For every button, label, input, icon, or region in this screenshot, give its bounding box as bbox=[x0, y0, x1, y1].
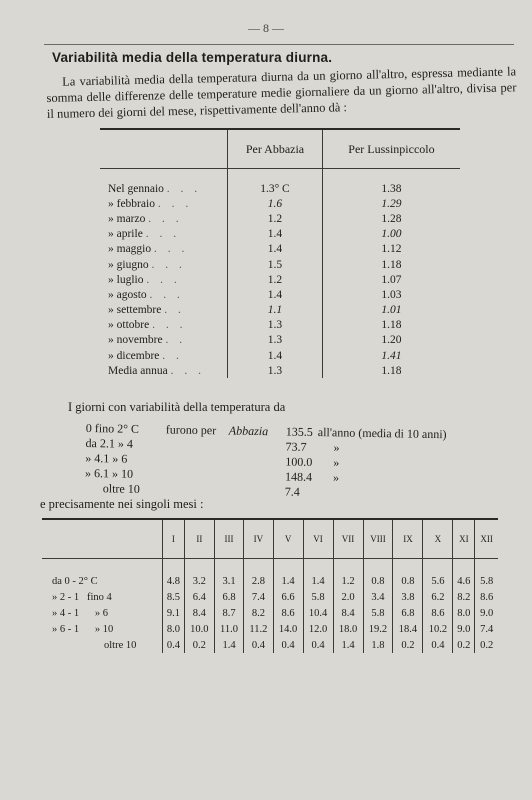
value-cell: 5.8 bbox=[363, 605, 393, 621]
month-cell bbox=[100, 257, 228, 272]
range-label: 0 fino 2° C bbox=[85, 421, 140, 436]
value-cell: 10.4 bbox=[303, 605, 333, 621]
leader-dots: . . . bbox=[151, 258, 186, 271]
table-row bbox=[100, 227, 460, 242]
intro-paragraph bbox=[46, 63, 517, 122]
header-blank bbox=[100, 129, 228, 169]
abbazia-value: 1.2 bbox=[228, 211, 323, 226]
abbazia-value: 1.4 bbox=[228, 242, 323, 257]
lussinpiccolo-value: 1.03 bbox=[322, 287, 460, 302]
intro-text: La variabilità media della temperatura diurna da un giorno all'altro, espressa mediante la somma delle differenze delle temperature medie giornaliere da un giorno all'altro, divisa per il numero dei giorni del mese, rispettivamente dell'anno dà : bbox=[46, 64, 517, 121]
value-cell: 5.6 bbox=[423, 573, 453, 589]
header-month: IX bbox=[393, 519, 423, 559]
value-cell: 8.0 bbox=[163, 621, 185, 637]
value-cell: 18.0 bbox=[333, 621, 363, 637]
value-cell: 9.0 bbox=[453, 621, 475, 637]
value-cell: 0.2 bbox=[453, 637, 475, 653]
verb-text: furono per bbox=[165, 422, 217, 438]
month-cell bbox=[100, 181, 228, 196]
value-cell: 3.8 bbox=[393, 589, 423, 605]
value-cell: 8.6 bbox=[423, 605, 453, 621]
range-label: » 4.1 » 6 bbox=[85, 450, 128, 466]
monthly-variability-table bbox=[100, 128, 460, 378]
value-cell: 2.8 bbox=[244, 573, 273, 589]
value-cell: 5.8 bbox=[303, 589, 333, 605]
abbazia-value: 1.3 bbox=[228, 363, 323, 378]
value-cell: 8.7 bbox=[214, 605, 243, 621]
value-cell: 8.4 bbox=[184, 605, 214, 621]
table-header-row bbox=[42, 519, 498, 559]
value-cell: 6.4 bbox=[184, 589, 214, 605]
month-label: » settembre bbox=[108, 304, 162, 317]
month-label: » dicembre bbox=[108, 349, 160, 362]
value-cell: 14.0 bbox=[273, 621, 303, 637]
lussinpiccolo-value: 1.01 bbox=[322, 303, 460, 318]
value-cell: 1.4 bbox=[273, 573, 303, 589]
lussinpiccolo-value: 1.29 bbox=[322, 196, 460, 211]
month-label: » agosto bbox=[108, 288, 147, 301]
value-cell: 3.4 bbox=[363, 589, 393, 605]
value-cell: 10.0 bbox=[184, 621, 214, 637]
lussinpiccolo-value: 1.18 bbox=[322, 257, 460, 272]
value-cell: 19.2 bbox=[363, 621, 393, 637]
lussinpiccolo-value: 1.28 bbox=[322, 211, 460, 226]
table-row bbox=[100, 211, 460, 226]
table-row bbox=[42, 605, 498, 621]
value-cell: 0.4 bbox=[423, 637, 453, 653]
value-cell: 11.0 bbox=[214, 621, 243, 637]
leader-dots: . . . bbox=[145, 228, 181, 241]
value-cell: 1.8 bbox=[363, 637, 393, 653]
month-label: » luglio bbox=[108, 273, 144, 286]
month-label: » novembre bbox=[108, 334, 163, 347]
header-month: II bbox=[184, 519, 214, 559]
table-row bbox=[100, 257, 460, 272]
header-month: X bbox=[423, 519, 453, 559]
leader-dots: . . . bbox=[154, 243, 189, 256]
abbazia-value: 1.2 bbox=[228, 272, 323, 287]
range-label: da 0 - 2° C bbox=[52, 575, 98, 587]
value-cell: 8.4 bbox=[333, 605, 363, 621]
value-cell: 11.2 bbox=[244, 621, 273, 637]
value-cell: 3.1 bbox=[214, 573, 243, 589]
leader-dots: . . . bbox=[170, 364, 205, 377]
value-cell: 7.4 bbox=[244, 589, 273, 605]
value-cell: 1.2 bbox=[333, 573, 363, 589]
abbazia-value: 1.3 bbox=[228, 318, 323, 333]
lussinpiccolo-value: 1.12 bbox=[322, 242, 460, 257]
month-cell bbox=[100, 333, 228, 348]
table-row bbox=[100, 333, 460, 348]
abbazia-value: 1.4 bbox=[228, 227, 323, 242]
value-cell: 0.8 bbox=[363, 573, 393, 589]
table-row bbox=[42, 621, 498, 637]
days-value: 7.4 bbox=[284, 484, 300, 499]
leader-dots: . . . bbox=[148, 212, 183, 225]
header-month: V bbox=[273, 519, 303, 559]
abbazia-value: 1.1 bbox=[228, 303, 323, 318]
month-label: » febbraio bbox=[108, 197, 155, 210]
month-label: » ottobre bbox=[108, 319, 150, 332]
lussinpiccolo-value: 1.38 bbox=[322, 181, 460, 196]
value-cell: 9.1 bbox=[163, 605, 185, 621]
value-cell: 0.4 bbox=[163, 637, 185, 653]
header-month: IV bbox=[244, 519, 273, 559]
header-month: VI bbox=[303, 519, 333, 559]
value-cell: 4.8 bbox=[163, 573, 185, 589]
month-cell bbox=[100, 196, 228, 211]
table-row bbox=[100, 287, 460, 302]
month-cell bbox=[100, 272, 228, 287]
value-cell: 2.0 bbox=[333, 589, 363, 605]
range-label: » 2 - 1 fino 4 bbox=[52, 591, 112, 603]
month-label: » aprile bbox=[108, 228, 143, 241]
month-cell bbox=[100, 318, 228, 333]
value-cell: 8.6 bbox=[273, 605, 303, 621]
value-cell: 6.8 bbox=[393, 605, 423, 621]
table-row bbox=[100, 272, 460, 287]
place-name: Abbazia bbox=[228, 423, 269, 439]
value-cell: 6.6 bbox=[273, 589, 303, 605]
leader-dots: . . . bbox=[157, 197, 193, 210]
value-cell: 0.2 bbox=[475, 637, 498, 653]
header-lussinpiccolo: Per Lussinpiccolo bbox=[322, 129, 460, 169]
days-suffix: » bbox=[333, 440, 340, 455]
month-cell bbox=[100, 242, 228, 257]
table-row bbox=[100, 196, 460, 211]
range-label: oltre 10 bbox=[104, 639, 137, 651]
header-month: XII bbox=[475, 519, 498, 559]
range-label: » 4 - 1 » 6 bbox=[52, 607, 108, 619]
days-intro: I giorni con variabilità della temperatura da bbox=[68, 400, 286, 414]
table-row bbox=[42, 589, 498, 605]
leader-dots: . . bbox=[164, 304, 185, 317]
value-cell: 0.4 bbox=[273, 637, 303, 653]
value-cell: 12.0 bbox=[303, 621, 333, 637]
lussinpiccolo-value: 1.20 bbox=[322, 333, 460, 348]
value-cell: 6.2 bbox=[423, 589, 453, 605]
value-cell: 8.5 bbox=[163, 589, 185, 605]
header-month: XI bbox=[453, 519, 475, 559]
value-cell: 8.6 bbox=[475, 589, 498, 605]
value-cell: 1.4 bbox=[214, 637, 243, 653]
days-by-month-table bbox=[42, 518, 498, 653]
month-label: » giugno bbox=[108, 258, 149, 271]
days-value: 100.0 bbox=[285, 454, 313, 469]
table-row bbox=[100, 348, 460, 363]
lussinpiccolo-value: 1.41 bbox=[322, 348, 460, 363]
value-cell: 10.2 bbox=[423, 621, 453, 637]
days-list bbox=[84, 421, 447, 499]
header-month: III bbox=[214, 519, 243, 559]
table-header-row bbox=[100, 129, 460, 169]
range-label: » 6.1 » 10 bbox=[84, 465, 134, 481]
value-cell: 0.4 bbox=[303, 637, 333, 653]
month-label: Nel gennaio bbox=[108, 182, 164, 195]
months-intro: e precisamente nei singoli mesi : bbox=[40, 497, 204, 511]
value-cell: 7.4 bbox=[475, 621, 498, 637]
range-label: da 2.1 » 4 bbox=[85, 435, 134, 451]
days-suffix: » bbox=[333, 455, 340, 470]
month-cell bbox=[100, 348, 228, 363]
lussinpiccolo-value: 1.18 bbox=[322, 363, 460, 378]
value-cell: 1.4 bbox=[333, 637, 363, 653]
leader-dots: . . bbox=[165, 334, 187, 347]
month-cell bbox=[100, 303, 228, 318]
value-cell: 8.2 bbox=[453, 589, 475, 605]
header-month: VIII bbox=[363, 519, 393, 559]
value-cell: 4.6 bbox=[453, 573, 475, 589]
month-label: Media annua bbox=[108, 364, 168, 377]
table-row bbox=[100, 303, 460, 318]
range-label: oltre 10 bbox=[102, 481, 140, 496]
days-suffix: all'anno (media di 10 anni) bbox=[317, 425, 447, 442]
table-row bbox=[100, 242, 460, 257]
value-cell: 0.4 bbox=[244, 637, 273, 653]
month-cell bbox=[100, 287, 228, 302]
value-cell: 9.0 bbox=[475, 605, 498, 621]
table-row bbox=[42, 573, 498, 589]
top-rule bbox=[44, 44, 514, 45]
value-cell: 8.2 bbox=[244, 605, 273, 621]
leader-dots: . . bbox=[162, 349, 183, 362]
abbazia-value: 1.4 bbox=[228, 287, 323, 302]
value-cell: 0.2 bbox=[184, 637, 214, 653]
month-label: » maggio bbox=[108, 243, 152, 256]
lussinpiccolo-value: 1.18 bbox=[322, 318, 460, 333]
month-cell bbox=[100, 211, 228, 226]
abbazia-value: 1.4 bbox=[228, 348, 323, 363]
value-cell: 5.8 bbox=[475, 573, 498, 589]
month-cell bbox=[100, 363, 228, 378]
days-value: 73.7 bbox=[285, 439, 307, 454]
value-cell: 18.4 bbox=[393, 621, 423, 637]
header-month: VII bbox=[333, 519, 363, 559]
page-number: — 8 — bbox=[248, 21, 284, 35]
month-label: » marzo bbox=[108, 212, 146, 225]
lussinpiccolo-value: 1.00 bbox=[322, 227, 460, 242]
value-cell: 0.2 bbox=[393, 637, 423, 653]
header-abbazia: Per Abbazia bbox=[228, 129, 323, 169]
table-row bbox=[100, 363, 460, 378]
days-value: 148.4 bbox=[284, 469, 313, 484]
leader-dots: . . . bbox=[149, 288, 184, 301]
month-cell bbox=[100, 227, 228, 242]
abbazia-value: 1.3° C bbox=[228, 181, 323, 196]
abbazia-value: 1.6 bbox=[228, 196, 323, 211]
lussinpiccolo-value: 1.07 bbox=[322, 272, 460, 287]
table-row bbox=[100, 181, 460, 196]
value-cell: 0.8 bbox=[393, 573, 423, 589]
header-month: I bbox=[163, 519, 185, 559]
leader-dots: . . . bbox=[166, 182, 202, 195]
table-row bbox=[42, 637, 498, 653]
table-row bbox=[100, 318, 460, 333]
spacer-row bbox=[42, 559, 498, 574]
abbazia-value: 1.3 bbox=[228, 333, 323, 348]
days-suffix: » bbox=[332, 470, 340, 485]
value-cell: 1.4 bbox=[303, 573, 333, 589]
leader-dots: . . . bbox=[152, 319, 187, 332]
abbazia-value: 1.5 bbox=[228, 257, 323, 272]
leader-dots: . . . bbox=[146, 273, 181, 286]
days-value: 135.5 bbox=[285, 424, 313, 439]
range-label: » 6 - 1 » 10 bbox=[52, 623, 114, 635]
section-heading: Variabilità media della temperatura diurna. bbox=[52, 50, 333, 65]
header-blank bbox=[42, 519, 163, 559]
value-cell: 3.2 bbox=[184, 573, 214, 589]
value-cell: 8.0 bbox=[453, 605, 475, 621]
value-cell: 6.8 bbox=[214, 589, 243, 605]
